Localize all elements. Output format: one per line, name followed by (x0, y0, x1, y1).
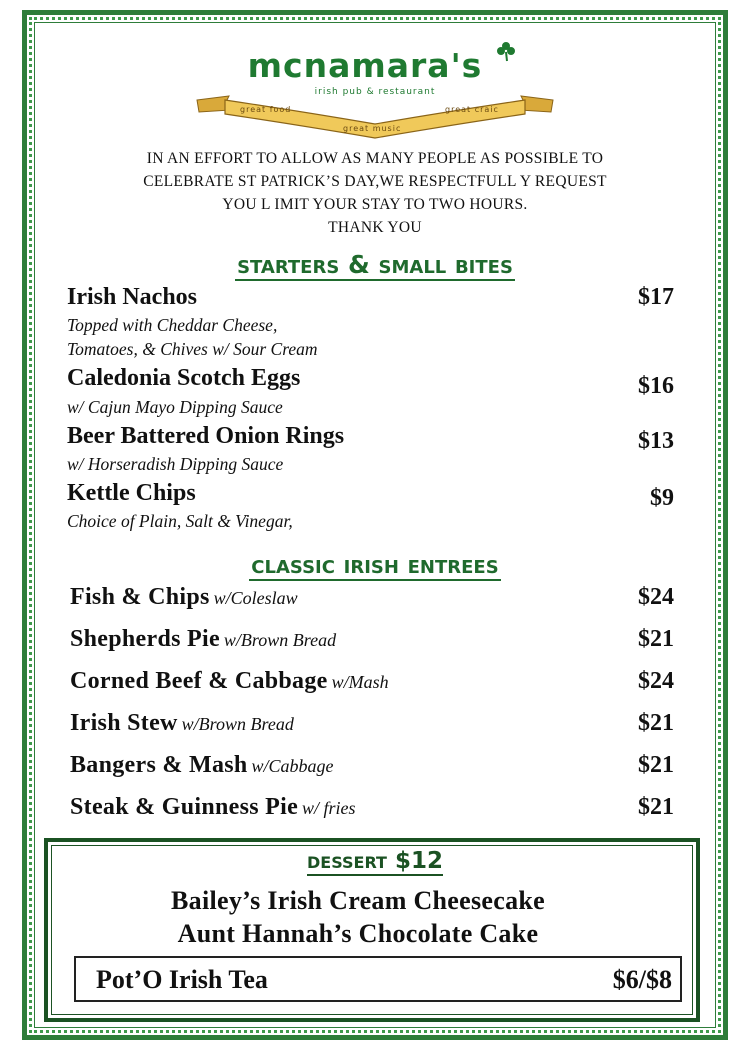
entree-name: Bangers & Mash (70, 752, 248, 778)
starter-price: $13 (638, 428, 674, 454)
entree-item (70, 626, 336, 653)
dessert-heading (0, 848, 750, 874)
notice-line: THANK YOU (328, 219, 422, 236)
starter-price: $9 (650, 485, 674, 511)
dessert-item: Aunt Hannah’s Chocolate Cake (177, 919, 539, 948)
entree-desc: w/Brown Bread (181, 714, 294, 734)
ribbon-text-music: great music (343, 124, 402, 133)
entree-item (70, 794, 356, 821)
entree-item (70, 752, 334, 779)
entree-desc: w/Coleslaw (213, 588, 298, 608)
tea-price: $6/$8 (612, 965, 672, 994)
entree-desc: w/ fries (302, 798, 356, 818)
entree-item (70, 710, 294, 737)
entree-item (70, 584, 298, 611)
entree-price: $24 (638, 584, 674, 610)
entree-name: Fish & Chips (70, 584, 210, 610)
starter-price: $17 (638, 284, 674, 310)
starter-desc: Tomatoes, & Chives w/ Sour Cream (67, 339, 318, 359)
entree-name: Irish Stew (70, 710, 178, 736)
tea-name: Pot’O Irish Tea (96, 965, 268, 994)
starter-desc: Topped with Cheddar Cheese, (67, 315, 278, 335)
notice-line: YOU L IMIT YOUR STAY TO TWO HOURS. (222, 196, 528, 213)
notice-line: CELEBRATE ST PATRICK’S DAY,WE RESPECTFULL Y REQUEST (143, 173, 607, 190)
starters-heading-text: starters & small bites (237, 250, 513, 279)
starter-desc: w/ Cajun Mayo Dipping Sauce (67, 397, 283, 417)
dessert-heading-text: dessert $12 (306, 848, 443, 874)
logo (195, 40, 555, 140)
entree-price: $21 (638, 626, 674, 652)
entree-name: Steak & Guinness Pie (70, 794, 299, 820)
entree-price: $21 (638, 752, 674, 778)
entree-desc: w/Mash (331, 672, 389, 692)
shamrock-icon (495, 40, 517, 62)
entree-desc: w/Cabbage (251, 756, 334, 776)
entrees-heading (0, 550, 750, 580)
ribbon-text-food: great food (240, 105, 292, 114)
starter-name: Irish Nachos (67, 284, 198, 310)
notice (60, 147, 690, 239)
starter-name: Caledonia Scotch Eggs (67, 365, 301, 391)
entree-price: $21 (638, 794, 674, 820)
starter-desc: Choice of Plain, Salt & Vinegar, (67, 511, 293, 531)
starter-name: Kettle Chips (67, 480, 196, 506)
entrees-heading-text: classic irish entrees (251, 550, 499, 579)
logo-title: mcnamara's (247, 46, 483, 85)
entree-price: $21 (638, 710, 674, 736)
ribbon-text-craic: great craic (445, 105, 499, 114)
notice-line: IN AN EFFORT TO ALLOW AS MANY PEOPLE AS POSSIBLE TO (146, 150, 604, 167)
logo-subtitle: irish pub & restaurant (314, 87, 436, 97)
ribbon-banner (195, 94, 555, 140)
entree-desc: w/Brown Bread (223, 630, 337, 650)
entree-name: Shepherds Pie (70, 626, 220, 652)
entree-name: Corned Beef & Cabbage (70, 668, 328, 694)
starters-heading (0, 250, 750, 280)
dessert-item: Bailey’s Irish Cream Cheesecake (171, 886, 545, 915)
starter-name: Beer Battered Onion Rings (67, 423, 345, 449)
entree-price: $24 (638, 668, 674, 694)
entree-item (70, 668, 389, 695)
starter-price: $16 (638, 373, 674, 399)
starter-desc: w/ Horseradish Dipping Sauce (67, 454, 284, 474)
